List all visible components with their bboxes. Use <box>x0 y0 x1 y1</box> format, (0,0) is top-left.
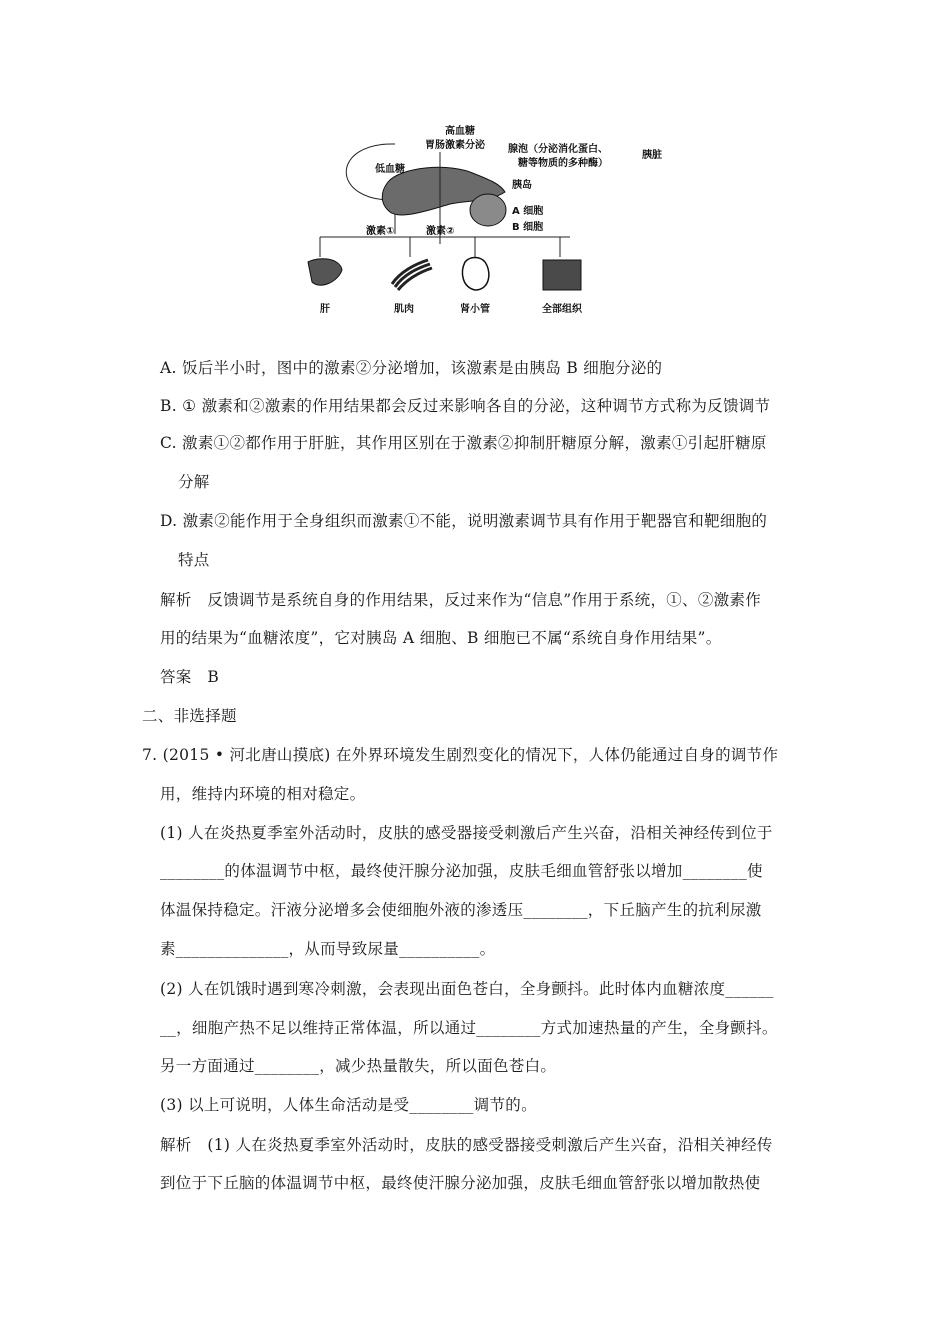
section-heading: 二、非选择题 <box>142 707 237 725</box>
option-d-cont: 特点 <box>178 551 210 569</box>
label-kidney-tubule: 肾小管 <box>460 304 490 315</box>
label-hormone1: 激素① <box>366 226 395 237</box>
option-d: D. 激素②能作用于全身组织而激素①不能，说明激素调节具有作用于靶器官和靶细胞的 <box>160 512 768 530</box>
label-b-cell: B 细胞 <box>512 222 544 233</box>
q7-part2-b: __，细胞产热不足以维持正常体温，所以通过________方式加速热量的产生，全身颤抖。 <box>160 1019 778 1037</box>
option-c: C. 激素①②都作用于肝脏，其作用区别在于激素②抑制肝糖原分解，激素①引起肝糖原 <box>160 434 767 452</box>
option-b: B. ① 激素和②激素的作用结果都会反过来影响各自的分泌，这种调节方式称为反馈调节 <box>160 397 771 415</box>
label-high-sugar: 高血糖 <box>445 126 475 137</box>
label-gi-hormone: 胃肠激素分泌 <box>425 140 485 151</box>
q7-part1-d: 素______________，从而导致尿量__________。 <box>160 940 496 958</box>
analysis-1-cont: 用的结果为“血糖浓度”，它对胰岛 A 细胞、B 细胞已不属“系统自身作用结果”。 <box>160 629 722 647</box>
q7-part1: (1) 人在炎热夏季室外活动时，皮肤的感受器接受刺激后产生兴奋，沿相关神经传到位于 <box>160 824 773 842</box>
label-islet: 胰岛 <box>512 180 532 191</box>
tissue-icon <box>543 260 581 290</box>
label-pancreas: 胰脏 <box>642 150 662 161</box>
label-liver: 肝 <box>320 304 330 315</box>
q7-part3: (3) 以上可说明，人体生命活动是受________调节的。 <box>160 1096 537 1114</box>
kidney-icon <box>462 258 488 291</box>
question-7-cont: 用，维持内环境的相对稳定。 <box>160 785 366 803</box>
analysis-2: 解析 (1) 人在炎热夏季室外活动时，皮肤的感受器接受刺激后产生兴奋，沿相关神经传 <box>160 1136 773 1154</box>
label-a-cell: A 细胞 <box>512 206 544 217</box>
diagram-svg <box>300 122 680 322</box>
label-acinus: 腺泡（分泌消化蛋白、 <box>508 144 608 155</box>
pancreas-hormone-diagram <box>300 122 680 322</box>
answer-1: 答案 B <box>160 668 220 686</box>
islet-shape <box>470 194 506 226</box>
question-7: 7. (2015 • 河北唐山摸底) 在外界环境发生剧烈变化的情况下，人体仍能通过自身的调节作 <box>142 746 779 764</box>
liver-icon <box>308 259 342 285</box>
q7-part1-c: 体温保持稳定。汗液分泌增多会使细胞外液的渗透压________，下丘脑产生的抗利尿激 <box>160 901 762 919</box>
label-all-tissue: 全部组织 <box>542 304 582 315</box>
analysis-2-cont: 到位于下丘脑的体温调节中枢，最终使汗腺分泌加强，皮肤毛细血管舒张以增加散热使 <box>160 1174 761 1192</box>
label-acinus-2: 糖等物质的多种酶） <box>518 158 608 169</box>
label-hormone2: 激素② <box>426 226 455 237</box>
label-muscle: 肌肉 <box>394 304 414 315</box>
q7-part2-c: 另一方面通过________，减少热量散失，所以面色苍白。 <box>160 1057 557 1075</box>
muscle-icon <box>392 260 432 290</box>
label-low-sugar: 低血糖 <box>375 164 405 175</box>
option-a: A. 饭后半小时，图中的激素②分泌增加，该激素是由胰岛 B 细胞分泌的 <box>160 359 663 377</box>
q7-part1-b: ________的体温调节中枢，最终使汗腺分泌加强，皮肤毛细血管舒张以增加________使 <box>160 862 763 880</box>
option-c-cont: 分解 <box>178 473 210 491</box>
analysis-1: 解析 反馈调节是系统自身的作用结果，反过来作为“信息”作用于系统，①、②激素作 <box>160 591 762 609</box>
q7-part2: (2) 人在饥饿时遇到寒冷刺激，会表现出面色苍白，全身颤抖。此时体内血糖浓度______ <box>160 980 774 998</box>
